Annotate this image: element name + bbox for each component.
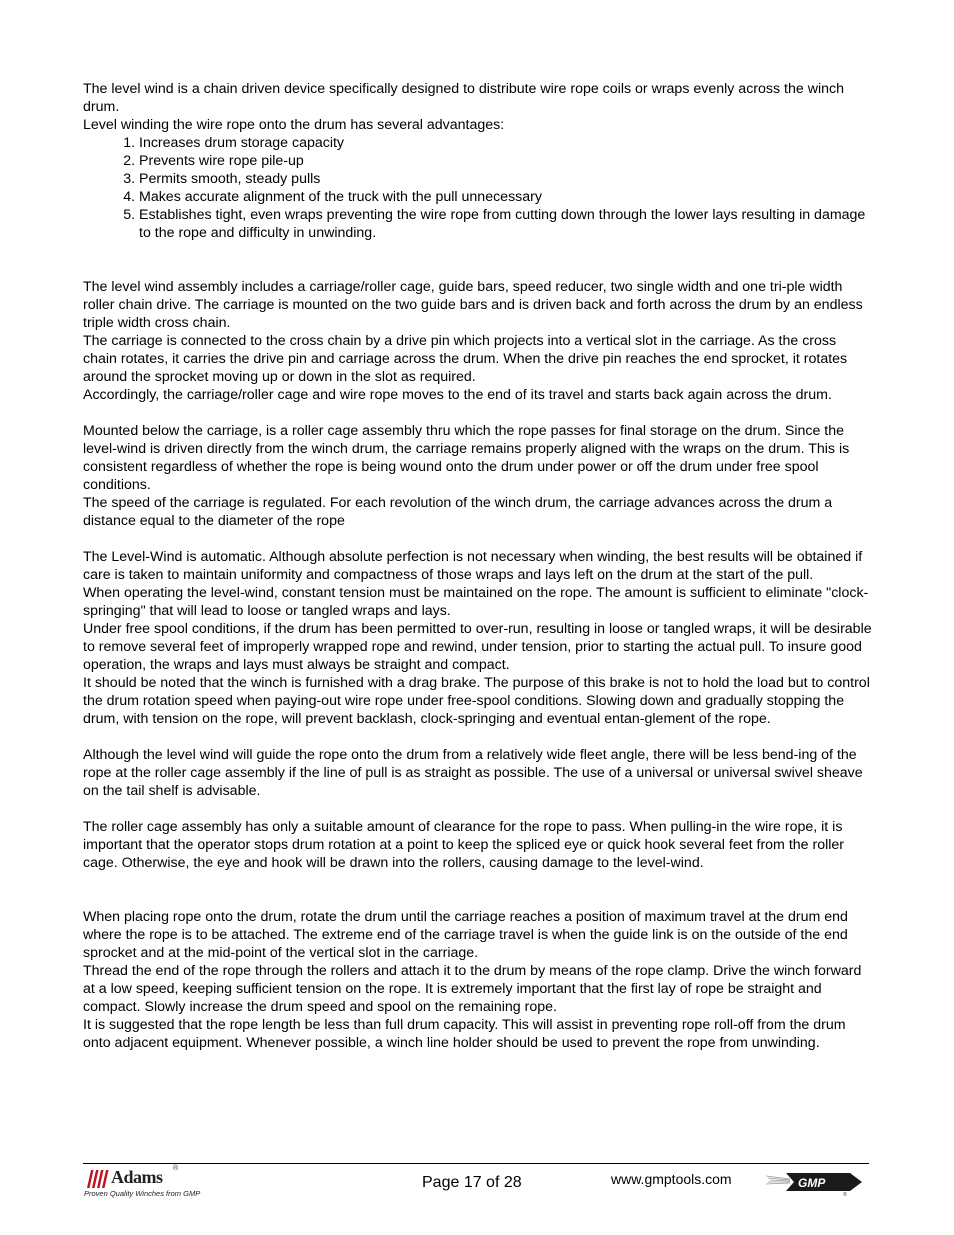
paragraph: The carriage is connected to the cross chain by a drive pin which projects into a vertical slot in the carriage. As the cross chain rotates, it carries the drive pin and carriage across the drum. When the drive pin reaches the end sprocket, it rotates around the sprocket moving up or down in the slot as required. xyxy=(83,333,848,385)
gmp-registered-mark: ® xyxy=(843,1192,847,1196)
registered-mark: ® xyxy=(173,1165,179,1172)
paragraph: The Level-Wind is automatic. Although absolute perfection is not necessary when winding, the best results will be obtained if care is taken to maintain uniformity and compactness of those wraps and lays left on the drum at the start of the pull. xyxy=(83,549,863,583)
document-body xyxy=(83,80,873,1052)
paragraph: The speed of the carriage is regulated. For each revolution of the winch drum, the carriage advances across the drum a distance equal to the diameter of the rope xyxy=(83,495,833,529)
list-item: 2. Prevents wire rope pile-up xyxy=(139,152,873,170)
paragraph: Although the level wind will guide the rope onto the drum from a relatively wide fleet angle, there will be less bend-ing of the rope at the roller cage assembly if the line of pull is as straight as possible. The use of a universal or universal swivel sheave on the tail shelf is advisable. xyxy=(83,747,863,799)
paragraph: It is suggested that the rope length be less than full drum capacity. This will assist in preventing rope roll-off from the drum onto adjacent equipment. Whenever possible, a winch line holder should be used to prevent the rope from unwinding. xyxy=(83,1017,846,1051)
list-item: 4. Makes accurate alignment of the truck with the pull unnecessary xyxy=(139,188,873,206)
gmp-logo-icon xyxy=(764,1166,864,1196)
paragraph: When operating the level-wind, constant tension must be maintained on the rope. The amount is sufficient to eliminate "clock-springing" that will lead to loose or tangled wraps and lays. xyxy=(83,585,869,619)
website-link[interactable]: www.gmptools.com xyxy=(611,1171,732,1187)
paragraph: Accordingly, the carriage/roller cage and wire rope moves to the end of its travel and starts back again across the drum. xyxy=(83,387,832,403)
advantages-list xyxy=(83,134,873,242)
page-number: Page 17 of 28 xyxy=(422,1174,522,1191)
paragraph: It should be noted that the winch is furnished with a drag brake. The purpose of this brake is not to hold the load but to control the drum rotation speed when paying-out wire rope under free-spool conditions. Slowing down and gradually stopping the drum, with tension on the rope, will prevent backlash, clock-springing and eventual entan-glement of the rope. xyxy=(83,675,870,727)
list-item: 3. Permits smooth, steady pulls xyxy=(139,170,873,188)
paragraph: When placing rope onto the drum, rotate the drum until the carriage reaches a position of maximum travel at the drum end where the rope is to be attached. The extreme end of the carriage travel is when the guide link is on the outside of the end sprocket and at the mid-point of the vertical slot in the carriage. xyxy=(83,909,848,961)
paragraph: Level winding the wire rope onto the drum has several advantages: xyxy=(83,117,505,133)
list-item: 1. Increases drum storage capacity xyxy=(139,134,873,152)
adams-brand: Adams xyxy=(111,1167,163,1187)
gmp-logo-text: GMP xyxy=(798,1176,826,1190)
adams-tagline: Proven Quality Winches from GMP xyxy=(84,1189,201,1198)
footer-divider xyxy=(83,1163,869,1164)
list-item: 5. Establishes tight, even wraps preventing the wire rope from cutting down through the lower lays resulting in damage to the rope and difficulty in unwinding. xyxy=(139,206,873,242)
paragraph: Thread the end of the rope through the rollers and attach it to the drum by means of the rope clamp. Drive the winch forward at a low speed, keeping sufficient tension on the rope. It is extremely important that the first lay of rope be straight and compact. Slowly increase the drum speed and spool on the remaining rope. xyxy=(83,963,862,1015)
paragraph: Under free spool conditions, if the drum has been permitted to over-run, resulting in loose or tangled wraps, it will be desirable to remove several feet of improperly wrapped rope and rewind, under tension, prior to starting the actual pull. To insure good operation, the wraps and lays must always be straight and compact. xyxy=(83,621,872,673)
paragraph: The roller cage assembly has only a suitable amount of clearance for the rope to pass. When pulling-in the wire rope, it is important that the operator stops drum rotation at a point to keep the spliced eye or quick hook several feet from the roller cage. Otherwise, the eye and hook will be drawn into the rollers, causing damage to the level-wind. xyxy=(83,819,845,871)
paragraph: The level wind is a chain driven device specifically designed to distribute wire rope coils or wraps evenly across the winch drum. xyxy=(83,81,844,115)
paragraph: The level wind assembly includes a carriage/roller cage, guide bars, speed reducer, two single width and one tri-ple width roller chain drive. The carriage is mounted on the two guide bars and is driven back and forth across the drum by an endless triple width cross chain. xyxy=(83,279,863,331)
paragraph: Mounted below the carriage, is a roller cage assembly thru which the rope passes for final storage on the drum. Since the level-wind is driven directly from the winch drum, the carriage remains properly aligned with the wraps on the drum. This is consistent regardless of whether the rope is being wound onto the drum under power or off the drum under free spool conditions. xyxy=(83,423,850,493)
